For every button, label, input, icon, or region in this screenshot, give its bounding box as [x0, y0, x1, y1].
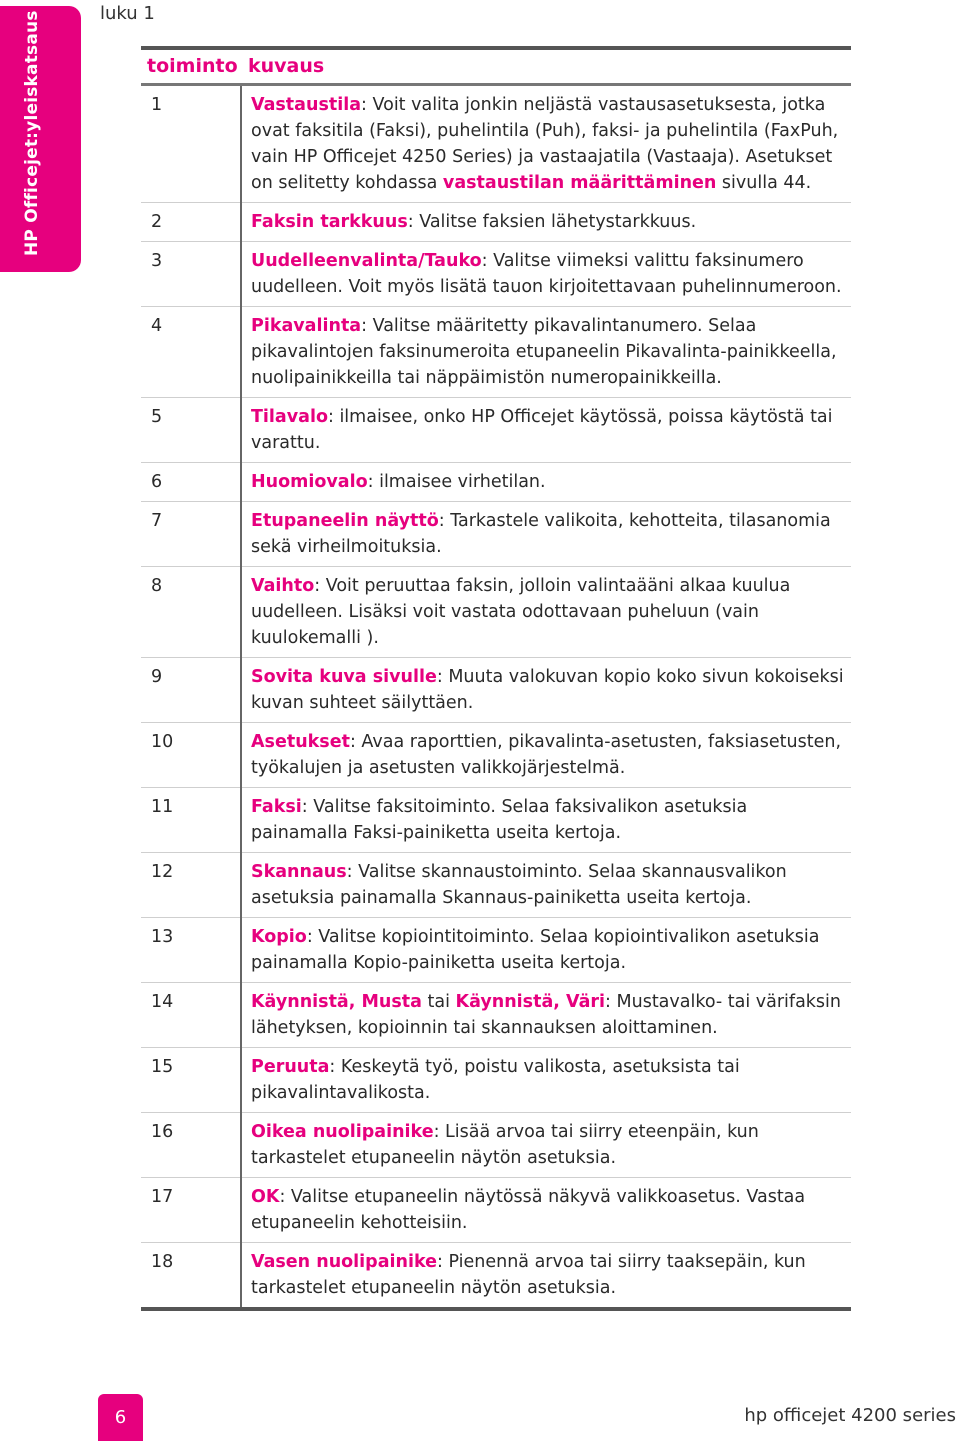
table-row	[141, 853, 851, 918]
function-name: Pikavalinta	[251, 316, 362, 336]
row-description	[244, 248, 844, 300]
row-description	[244, 859, 844, 911]
table-row	[141, 86, 851, 203]
row-description	[244, 989, 844, 1041]
description-text: : Valitse viimeksi valittu faksinumero uudelleen. Voit myös lisätä tauon kirjoitettavaan puhelinnumeroon.	[251, 251, 842, 297]
row-number: 13	[151, 927, 174, 947]
table-row	[141, 502, 851, 567]
description-text: : Pienennä arvoa tai siirry taaksepäin, kun tarkastelet etupaneelin näytön asetuksia.	[251, 1252, 806, 1298]
description-text: : Valitse faksien lähetystarkkuus.	[407, 212, 697, 232]
description-text: : Muuta valokuvan kopio koko sivun kokoiseksi kuvan suhteet säilyttäen.	[251, 667, 844, 713]
function-name: Vaihto	[251, 576, 315, 596]
description-text: : ilmaisee, onko HP Officejet käytössä, poissa käytöstä tai varattu.	[251, 407, 833, 453]
function-name: Käynnistä, Väri	[455, 992, 606, 1012]
function-name: Vastaustila	[251, 95, 362, 115]
table-row	[141, 307, 851, 398]
row-number: 11	[151, 797, 174, 817]
function-name: vastaustilan määrittäminen	[442, 173, 717, 193]
row-number: 18	[151, 1252, 174, 1272]
table-header	[141, 50, 851, 86]
function-name: Huomiovalo	[251, 472, 368, 492]
description-text: : Voit valita jonkin neljästä vastausasetuksesta, jotka ovat faksitila (Faksi), puhelintila (Puh), faksi- ja puhelintila (FaxPuh, vain HP Officejet 4250 Series) ja vastaajatila (Vastaaja). Asetukset on selitetty kohdassa	[251, 95, 839, 193]
function-name: Uudelleenvalinta/Tauko	[251, 251, 482, 271]
description-text: : Valitse etupaneelin näytössä näkyvä valikkoasetus. Vastaa etupaneelin kehotteisiin.	[251, 1187, 806, 1233]
description-text: : Valitse faksitoiminto. Selaa faksivalikon asetuksia painamalla Faksi-painiketta useita kertoja.	[251, 797, 748, 843]
description-text: : Valitse skannaustoiminto. Selaa skannausvalikon asetuksia painamalla Skannaus-painiketta useita kertoja.	[251, 862, 787, 908]
description-text: sivulla 44.	[716, 173, 812, 193]
row-number: 3	[151, 251, 163, 271]
table-row	[141, 463, 851, 502]
description-text: : Mustavalko- tai värifaksin lähetyksen, kopioinnin tai skannauksen aloittaminen.	[251, 992, 841, 1038]
table-row	[141, 918, 851, 983]
description-text: : Avaa raporttien, pikavalinta-asetusten, faksiasetusten, työkalujen ja asetusten valikkojärjestelmä.	[251, 732, 842, 778]
table-row	[141, 983, 851, 1048]
row-description	[244, 404, 844, 456]
function-name: Käynnistä, Musta	[251, 992, 422, 1012]
description-text: : Valitse määritetty pikavalintanumero. Selaa pikavalintojen faksinumeroita etupaneelin Pikavalinta-painikkeella, nuolipainikkeilla tai näppäimistön numeropainikkeilla.	[251, 316, 837, 388]
row-description	[244, 469, 844, 495]
row-number: 16	[151, 1122, 174, 1142]
row-description	[244, 209, 844, 235]
header-function: toiminto	[147, 55, 238, 77]
description-text: : ilmaisee virhetilan.	[367, 472, 546, 492]
page-number: 6	[98, 1394, 143, 1441]
row-number: 7	[151, 511, 163, 531]
table-row	[141, 567, 851, 658]
description-text: tai	[421, 992, 456, 1012]
function-name: Kopio	[251, 927, 307, 947]
row-number: 4	[151, 316, 163, 336]
function-name: Etupaneelin näyttö	[251, 511, 439, 531]
row-description	[244, 1119, 844, 1171]
function-name: Vasen nuolipainike	[251, 1252, 437, 1272]
table-row	[141, 1113, 851, 1178]
description-text: : Voit peruuttaa faksin, jolloin valintaääni alkaa kuulua uudelleen. Lisäksi voit vastata odottavaan puheluun (vain kuulokemalli ).	[251, 576, 791, 648]
row-description	[244, 924, 844, 976]
table-row	[141, 203, 851, 242]
row-description	[244, 92, 844, 196]
table-body	[141, 86, 851, 1307]
table-row	[141, 398, 851, 463]
table-row	[141, 1048, 851, 1113]
table-bottom-rule	[141, 1307, 851, 1311]
row-description	[244, 508, 844, 560]
function-table	[141, 46, 851, 1311]
row-number: 10	[151, 732, 174, 752]
function-name: Tilavalo	[251, 407, 328, 427]
row-number: 2	[151, 212, 163, 232]
row-number: 5	[151, 407, 163, 427]
chapter-side-tab	[0, 6, 81, 272]
row-description	[244, 729, 844, 781]
side-tab-label: HP Officejet:yleiskatsaus	[22, 10, 42, 256]
row-number: 1	[151, 95, 163, 115]
table-row	[141, 788, 851, 853]
row-number: 6	[151, 472, 163, 492]
table-row	[141, 658, 851, 723]
description-text: : Valitse kopiointitoiminto. Selaa kopiointivalikon asetuksia painamalla Kopio-painiketta useita kertoja.	[251, 927, 820, 973]
row-description	[244, 573, 844, 651]
row-description	[244, 313, 844, 391]
row-description	[244, 664, 844, 716]
table-row	[141, 723, 851, 788]
function-name: Oikea nuolipainike	[251, 1122, 434, 1142]
row-description	[244, 1184, 844, 1236]
function-name: OK	[251, 1187, 280, 1207]
table-row	[141, 1243, 851, 1307]
function-name: Sovita kuva sivulle	[251, 667, 437, 687]
row-number: 12	[151, 862, 174, 882]
function-name: Faksi	[251, 797, 302, 817]
chapter-label: luku 1	[100, 3, 155, 24]
row-number: 14	[151, 992, 174, 1012]
row-number: 8	[151, 576, 163, 596]
header-description: kuvaus	[248, 55, 325, 77]
row-number: 9	[151, 667, 163, 687]
row-description	[244, 1249, 844, 1301]
table-row	[141, 242, 851, 307]
function-name: Skannaus	[251, 862, 347, 882]
function-name: Faksin tarkkuus	[251, 212, 408, 232]
row-description	[244, 794, 844, 846]
description-text: : Keskeytä työ, poistu valikosta, asetuksista tai pikavalintavalikosta.	[251, 1057, 740, 1103]
column-divider	[240, 86, 242, 1307]
function-name: Asetukset	[251, 732, 350, 752]
function-name: Peruuta	[251, 1057, 330, 1077]
row-number: 15	[151, 1057, 174, 1077]
row-description	[244, 1054, 844, 1106]
description-text: : Tarkastele valikoita, kehotteita, tilasanomia sekä virheilmoituksia.	[251, 511, 831, 557]
description-text: : Lisää arvoa tai siirry eteenpäin, kun tarkastelet etupaneelin näytön asetuksia.	[251, 1122, 759, 1168]
table-row	[141, 1178, 851, 1243]
footer-product: hp officejet 4200 series	[744, 1405, 956, 1426]
row-number: 17	[151, 1187, 174, 1207]
